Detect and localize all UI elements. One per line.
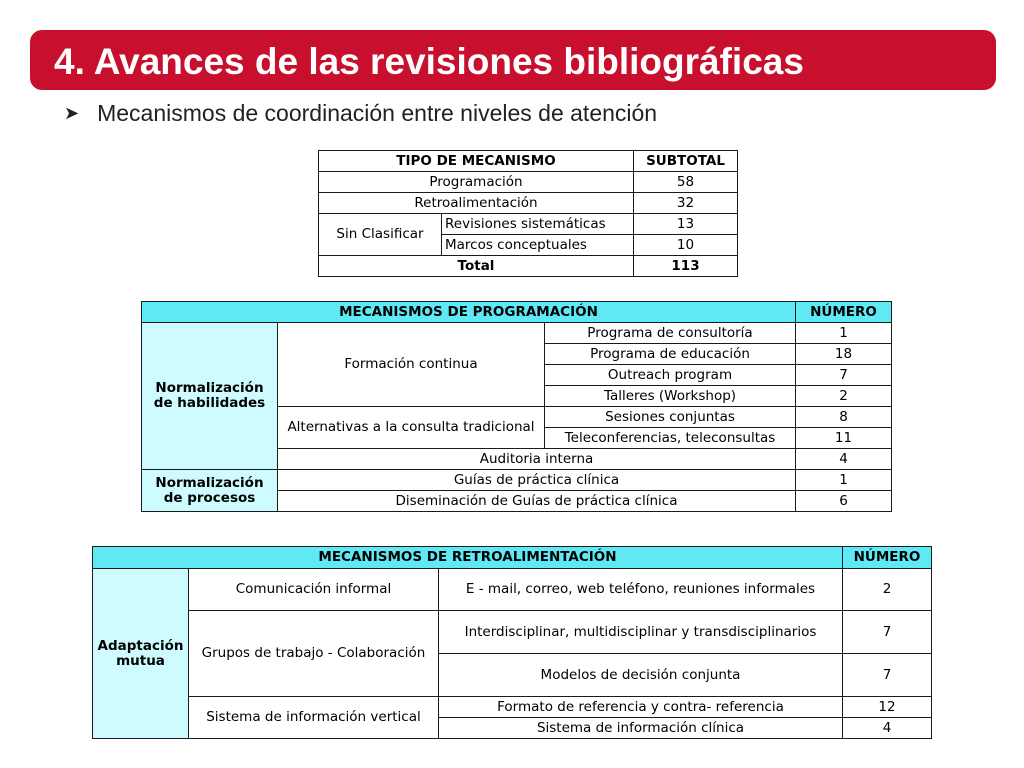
row-value: 4 <box>796 449 892 470</box>
row-value: 6 <box>796 491 892 512</box>
group-label: Normalización de habilidades <box>142 323 278 470</box>
row-value: 32 <box>634 193 738 214</box>
row-value: 8 <box>796 407 892 428</box>
row-detail: Interdisciplinar, multidisciplinar y transdisciplinarios <box>439 611 843 654</box>
row-value: 10 <box>634 235 738 256</box>
header-cell: MECANISMOS DE RETROALIMENTACIÓN <box>93 547 843 569</box>
subgroup-label: Alternativas a la consulta tradicional <box>278 407 545 449</box>
row-label: Retroalimentación <box>319 193 634 214</box>
group-label: Adaptación mutua <box>93 569 189 739</box>
group-label: Normalización de procesos <box>142 470 278 512</box>
table-row <box>319 193 738 214</box>
row-value: 13 <box>634 214 738 235</box>
total-label: Total <box>319 256 634 277</box>
header-cell: TIPO DE MECANISMO <box>319 151 634 172</box>
summary-table <box>318 150 738 277</box>
title-bar <box>30 30 996 90</box>
row-value: 58 <box>634 172 738 193</box>
row-value: 4 <box>843 718 932 739</box>
table-row <box>142 323 892 344</box>
row-detail: Sistema de información clínica <box>439 718 843 739</box>
subtitle-text: Mecanismos de coordinación entre niveles de atención <box>97 100 658 126</box>
row-value: 2 <box>796 386 892 407</box>
table-row <box>93 611 932 654</box>
row-label: Talleres (Workshop) <box>545 386 796 407</box>
table-header-row <box>93 547 932 569</box>
retroalimentacion-table <box>92 546 932 739</box>
row-label: Marcos conceptuales <box>442 235 634 256</box>
row-label: Teleconferencias, teleconsultas <box>545 428 796 449</box>
subgroup-label: Grupos de trabajo - Colaboración <box>189 611 439 697</box>
table-row <box>93 569 932 611</box>
row-label: Sesiones conjuntas <box>545 407 796 428</box>
header-cell: MECANISMOS DE PROGRAMACIÓN <box>142 302 796 323</box>
row-detail: Formato de referencia y contra- referencia <box>439 697 843 718</box>
row-value: 1 <box>796 323 892 344</box>
subgroup-label: Comunicación informal <box>189 569 439 611</box>
subgroup-label: Formación continua <box>278 323 545 407</box>
row-value: 7 <box>796 365 892 386</box>
row-label: Guías de práctica clínica <box>278 470 796 491</box>
row-value: 12 <box>843 697 932 718</box>
subtitle <box>64 100 657 127</box>
total-row <box>319 256 738 277</box>
table-header-row <box>142 302 892 323</box>
row-detail: E - mail, correo, web teléfono, reuniones informales <box>439 569 843 611</box>
subgroup-label: Sistema de información vertical <box>189 697 439 739</box>
row-value: 7 <box>843 654 932 697</box>
slide-title: 4. Avances de las revisiones bibliográficas <box>54 41 804 82</box>
row-label: Programa de educación <box>545 344 796 365</box>
row-value: 1 <box>796 470 892 491</box>
row-label: Revisiones sistemáticas <box>442 214 634 235</box>
table-header-row <box>319 151 738 172</box>
arrow-bullet-icon: ➤ <box>64 103 80 123</box>
row-label: Diseminación de Guías de práctica clínica <box>278 491 796 512</box>
row-label: Outreach program <box>545 365 796 386</box>
row-label: Programa de consultoría <box>545 323 796 344</box>
row-value: 18 <box>796 344 892 365</box>
row-label: Programación <box>319 172 634 193</box>
row-value: 2 <box>843 569 932 611</box>
row-value: 7 <box>843 611 932 654</box>
total-value: 113 <box>634 256 738 277</box>
header-cell: NÚMERO <box>843 547 932 569</box>
programacion-table <box>141 301 892 512</box>
row-value: 11 <box>796 428 892 449</box>
row-detail: Modelos de decisión conjunta <box>439 654 843 697</box>
header-cell: NÚMERO <box>796 302 892 323</box>
row-label: Auditoria interna <box>278 449 796 470</box>
table-row <box>319 172 738 193</box>
header-cell: SUBTOTAL <box>634 151 738 172</box>
table-row <box>142 470 892 491</box>
group-label: Sin Clasificar <box>319 214 442 256</box>
table-row <box>319 214 738 235</box>
table-row <box>93 697 932 718</box>
